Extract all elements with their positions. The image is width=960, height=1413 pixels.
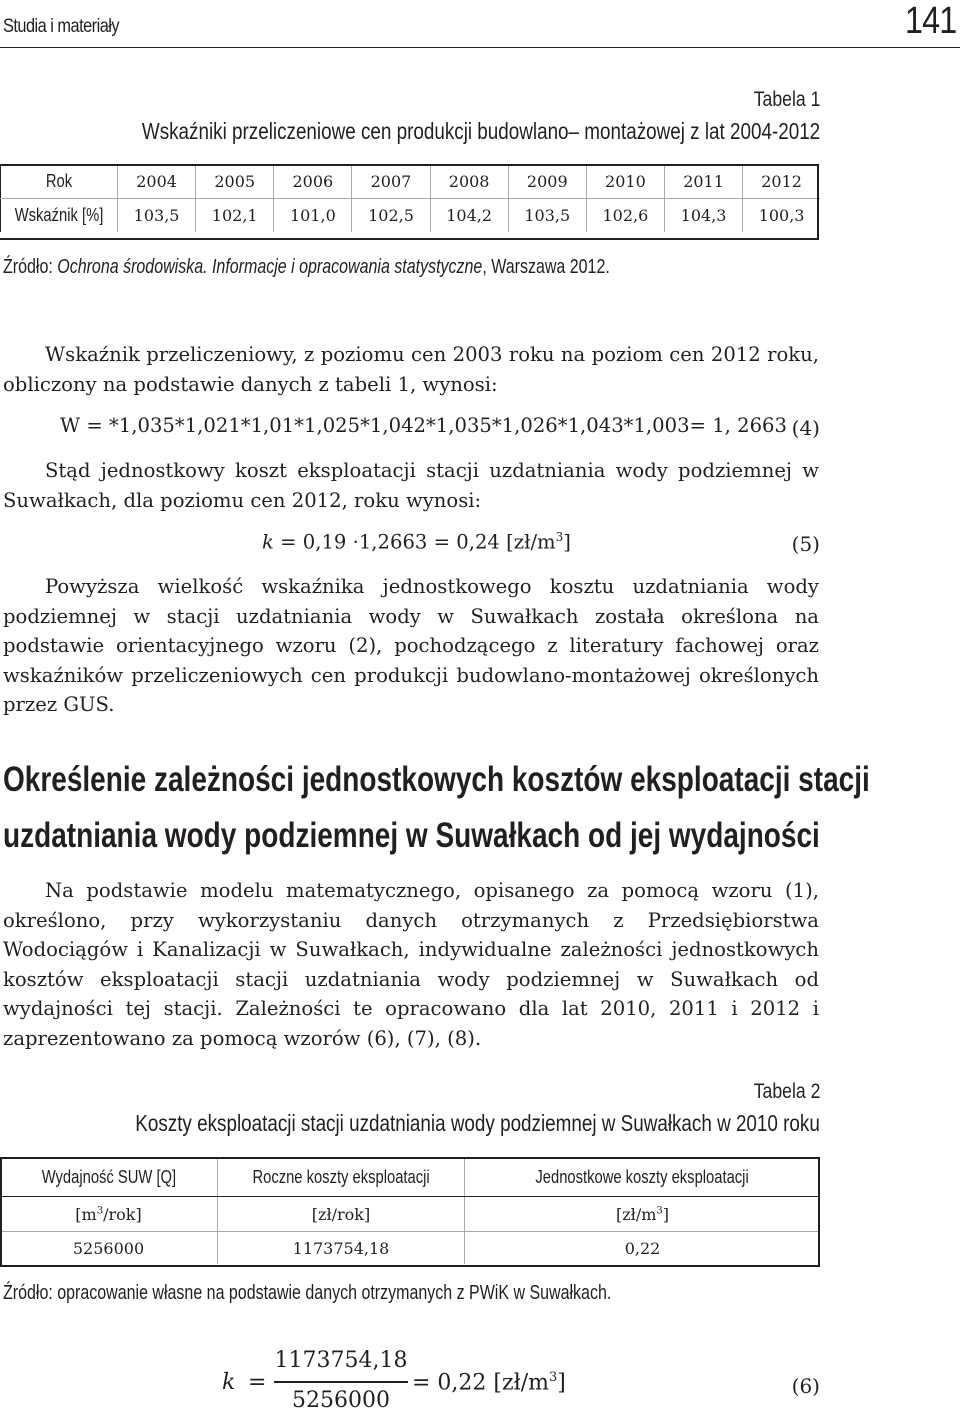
table1-year-cell: 2004 [118, 165, 196, 199]
paragraph-4: Na podstawie modelu matematycznego, opisanego za pomocą wzoru (1), określono, przy wykorzystaniu danych otrzymanych z Przedsiębiorstwa Wodociągów i Kanalizacji w Suwałkach, indywidualne zależności jednostkowych kosztów eksploatacji stacji uzdatniania wody podziemnej w Suwałkach od wydajności tej stacji. Zależności te opracowano dla lat 2010, 2011 i 2012 i zaprezentowano za pomocą wzorów (6), (7), (8). [3, 879, 819, 1050]
table2-header-cell: Roczne koszty eksploatacji [218, 1158, 465, 1197]
table1-row-header: Rok [1, 165, 118, 199]
section-heading-line-2: uzdatniania wody podziemnej w Suwałkach od jej wydajności [3, 816, 820, 855]
table1-year-cell: 2007 [352, 165, 430, 199]
paragraph-2: Stąd jednostkowy koszt eksploatacji stacji uzdatniania wody podziemnej w Suwałkach, dla poziomu cen 2012, roku wynosi: [3, 459, 819, 512]
table1-year-cell: 2008 [430, 165, 508, 199]
table1-year-cell: 2010 [586, 165, 664, 199]
table1-value-cell: 102,6 [586, 199, 664, 233]
table1-value-cell: 104,3 [664, 199, 742, 233]
table1-value-cell: 101,0 [274, 199, 352, 233]
table1-year-cell: 2006 [274, 165, 352, 199]
equation-6-numerator: 1173754,18 [274, 1348, 408, 1373]
table2-values-row [0, 1232, 820, 1265]
table2-header-row [0, 1158, 820, 1197]
table1-year-cell: 2011 [664, 165, 742, 199]
table1-year-cell: 2012 [743, 165, 820, 199]
paragraph-3: Powyższa wielkość wskaźnika jednostkowego kosztu uzdatniania wody podziemnej w stacji uzdatniania wody w Suwałkach została określona na podstawie orientacyjnego wzoru (2), pochodzącego z literatury fachowej oraz wskaźników przeliczeniowych cen produkcji budowlano-montażowej określonych przez GUS. [3, 575, 819, 716]
equation-4-number: (4) [791, 416, 820, 440]
table1-year-cell: 2005 [196, 165, 274, 199]
table2-header-cell: Wydajność SUW [Q] [0, 1158, 218, 1197]
table1-row-values [1, 199, 821, 233]
table2-source: Źródło: opracowanie własne na podstawie danych otrzymanych z PWiK w Suwałkach. [3, 1282, 612, 1304]
table1 [0, 165, 820, 232]
running-title: Studia i materiały [3, 16, 120, 37]
table1-value-cell: 103,5 [118, 199, 196, 233]
table2-units-row [0, 1197, 820, 1232]
section-heading-line-1: Określenie zależności jednostkowych kosztów eksploatacji stacji [3, 760, 870, 799]
table2-label: Tabela 2 [753, 1080, 820, 1103]
table1-value-cell: 103,5 [508, 199, 586, 233]
header-rule [0, 47, 960, 48]
table1-label: Tabela 1 [753, 88, 820, 111]
equation-6-k: k [222, 1370, 236, 1395]
section-heading [3, 752, 870, 864]
equation-6-denominator: 5256000 [292, 1388, 390, 1413]
equation-6-equals: = [248, 1370, 267, 1395]
table1-year-cell: 2009 [508, 165, 586, 199]
table2-unit-cell: $[m^3/rok]$ [0, 1197, 218, 1232]
table1-value-cell: 104,2 [430, 199, 508, 233]
table1-caption: Wskaźniki przeliczeniowe cen produkcji budowlano– montażowej z lat 2004-2012 [141, 118, 820, 144]
table2-value-cell: 0,22 [465, 1232, 821, 1265]
table1-value-cell: 102,5 [352, 199, 430, 233]
table1-row-header: Wskaźnik [%] [1, 199, 118, 233]
table1-row-years [1, 165, 821, 199]
table2-unit-cell: $[zł/m^3]$ [465, 1197, 821, 1232]
equation-4: W = *1,035*1,021*1,01*1,025*1,042*1,035*1,026*1,043*1,003= 1, 2663 [60, 414, 787, 437]
table2-caption: Koszty eksploatacji stacji uzdatniania wody podziemnej w Suwałkach w 2010 roku [135, 1110, 820, 1136]
table2-unit-cell: [zł/rok] [218, 1197, 465, 1232]
table2-header-cell: Jednostkowe koszty eksploatacji [465, 1158, 821, 1197]
fraction-bar [274, 1381, 408, 1383]
table2-value-cell: 1173754,18 [218, 1232, 465, 1265]
table1-value-cell: 102,1 [196, 199, 274, 233]
table1-value-cell: 100,3 [743, 199, 820, 233]
equation-5-number: (5) [791, 532, 820, 556]
table1-source: Źródło: Ochrona środowiska. Informacje i opracowania statystyczne, Warszawa 2012. [3, 256, 610, 278]
table2-value-cell: 5256000 [72, 1238, 145, 1258]
equation-6-number: (6) [791, 1374, 820, 1398]
equation-6-result: = 0,22 $[zł/m^3]$ [412, 1370, 566, 1396]
page-number: 141 [904, 0, 956, 42]
paragraph-1: Wskaźnik przeliczeniowy, z poziomu cen 2003 roku na poziom cen 2012 roku, obliczony na podstawie danych z tabeli 1, wynosi: [3, 343, 819, 396]
equation-5: k = 0,19 ·1,2663 = 0,24 $[zł/m^3]$ [262, 530, 571, 554]
table2 [0, 1158, 820, 1264]
